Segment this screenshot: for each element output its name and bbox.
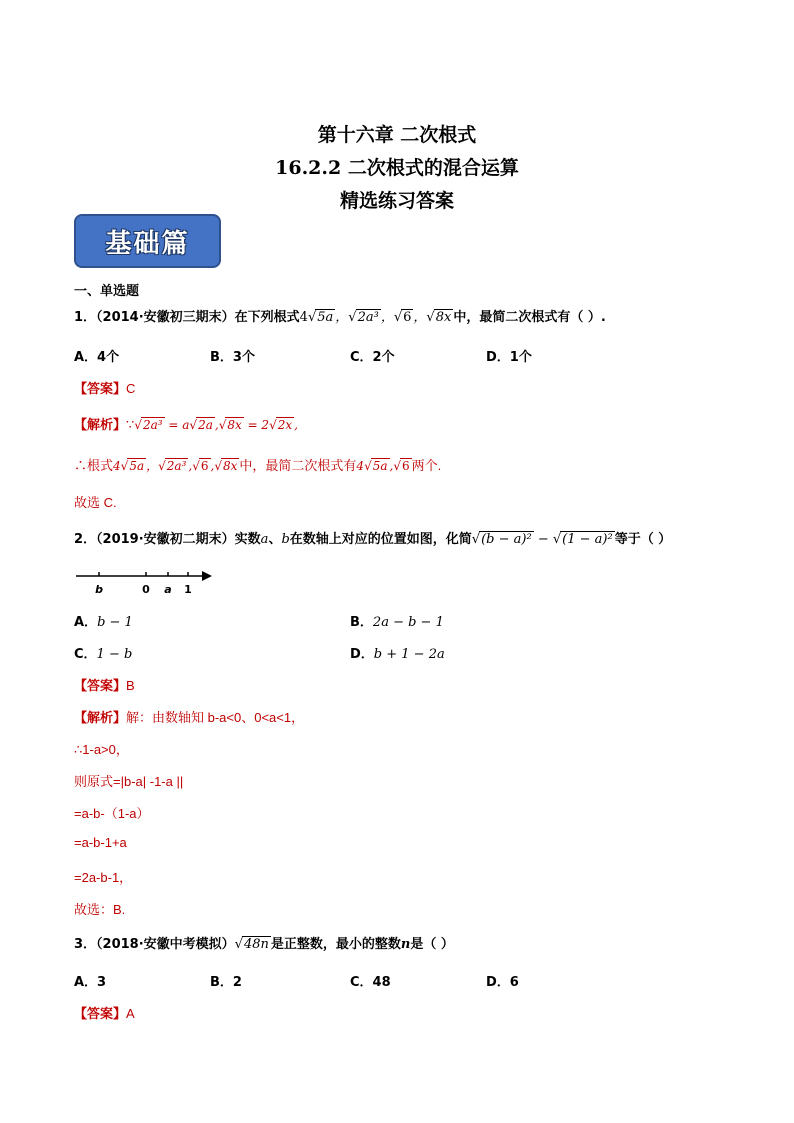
label-1: 1 — [184, 583, 192, 596]
line2-simplest: 4√5a ,√6 — [356, 459, 410, 473]
q1-option-c: C．2个 — [350, 350, 395, 365]
analysis-label: 【解析】 — [74, 418, 127, 433]
q2-option-a: A．b − 1 — [74, 615, 133, 630]
q1-prefix: 1．（2014·安徽初三期末）在下列根式 — [74, 310, 300, 325]
q3-option-a: A．3 — [74, 975, 107, 990]
q1-analysis-line2 — [74, 455, 441, 474]
answer-value: C — [126, 381, 136, 396]
q2-mid1: 、 — [268, 532, 282, 547]
chapter-title: 第十六章 二次根式 — [317, 124, 477, 146]
answer-label: 【答案】 — [74, 679, 127, 694]
q1-suffix: 中，最简二次根式有（ ）. — [453, 310, 606, 325]
analysis-step-2: ∴1-a>0， — [74, 742, 129, 757]
q2-prefix: 2．（2019·安徽初二期末）实数 — [74, 532, 261, 547]
q3-radical: √48n — [234, 937, 269, 952]
q1-option-a: A．4个 — [74, 350, 120, 365]
label-a: a — [164, 583, 172, 596]
q1-analysis — [74, 414, 298, 433]
q2-option-c: C．1 − b — [74, 647, 133, 662]
q2-option-d: D．b + 1 − 2a — [350, 647, 445, 662]
question-2 — [74, 528, 671, 547]
q1-option-d: D．1个 — [486, 350, 532, 365]
line2-radicals: 4√5a ，√2a³ ,√6 ,√8x — [113, 459, 238, 473]
analysis-label: 【解析】 — [74, 711, 127, 726]
subtitle: 精选练习答案 — [339, 190, 454, 212]
q2-mid2: 在数轴上对应的位置如图，化简 — [289, 532, 472, 547]
analysis-step-1: 解：由数轴知 b-a<0、0<a<1， — [126, 710, 305, 725]
analysis-step-3: 则原式=|b-a| -1-a || — [74, 774, 184, 789]
q2-var-a: a — [260, 532, 269, 547]
q2-var-b: b — [281, 532, 290, 547]
analysis-step-6: =2a-b-1， — [74, 870, 133, 885]
badge-label: 基础篇 — [105, 228, 190, 259]
q3-var-n: n — [400, 937, 411, 952]
q1-conclusion: 故选 C. — [74, 495, 117, 510]
line2-prefix: ∴根式 — [74, 458, 114, 473]
question-1 — [74, 306, 606, 325]
answer-label: 【答案】 — [74, 1007, 127, 1022]
q3-option-b: B．2 — [210, 975, 242, 990]
q2-option-b: B．2a − b − 1 — [350, 615, 444, 630]
label-b: b — [95, 583, 103, 596]
q2-suffix: 等于（ ） — [614, 532, 672, 547]
number-line — [74, 566, 224, 600]
q1-answer — [74, 378, 135, 397]
q3-option-c: C．48 — [350, 975, 391, 990]
q3-option-d: D．6 — [486, 975, 519, 990]
label-0: 0 — [142, 583, 150, 596]
q3-suffix: 是正整数，最小的整数 — [270, 937, 401, 952]
answer-value: A — [126, 1006, 135, 1021]
section-title: 16.2.2 二次根式的混合运算 — [275, 157, 519, 179]
q3-suffix2: 是（ ） — [410, 937, 454, 952]
answer-value: B — [126, 678, 135, 693]
line2-mid: 中，最简二次根式有 — [239, 458, 357, 473]
analysis-formula: √2a³ = a√2a ,√8x = 2√2x , — [134, 418, 298, 432]
level-badge — [74, 214, 221, 268]
q2-answer — [74, 675, 135, 694]
arrow-icon — [202, 571, 212, 581]
q2-expression: √(b − a)² − √(1 − a)² — [471, 532, 613, 547]
q3-answer — [74, 1003, 135, 1022]
q1-radicals: 4√5a ，√2a³ ，√6 ，√8x — [299, 310, 452, 325]
question-3 — [74, 933, 454, 952]
answer-label: 【答案】 — [74, 382, 127, 397]
analysis-step-4: =a-b-（1-a） — [74, 806, 150, 821]
analysis-therefore: ∵ — [126, 418, 135, 433]
line2-suffix: 两个. — [411, 458, 442, 473]
analysis-step-5: =a-b-1+a — [74, 835, 127, 850]
q2-analysis — [74, 707, 304, 726]
section-label: 一、单选题 — [74, 284, 140, 299]
q1-option-b: B．3个 — [210, 350, 255, 365]
analysis-step-7: 故选：B. — [74, 902, 126, 917]
q3-prefix: 3．（2018·安徽中考模拟） — [74, 937, 235, 952]
